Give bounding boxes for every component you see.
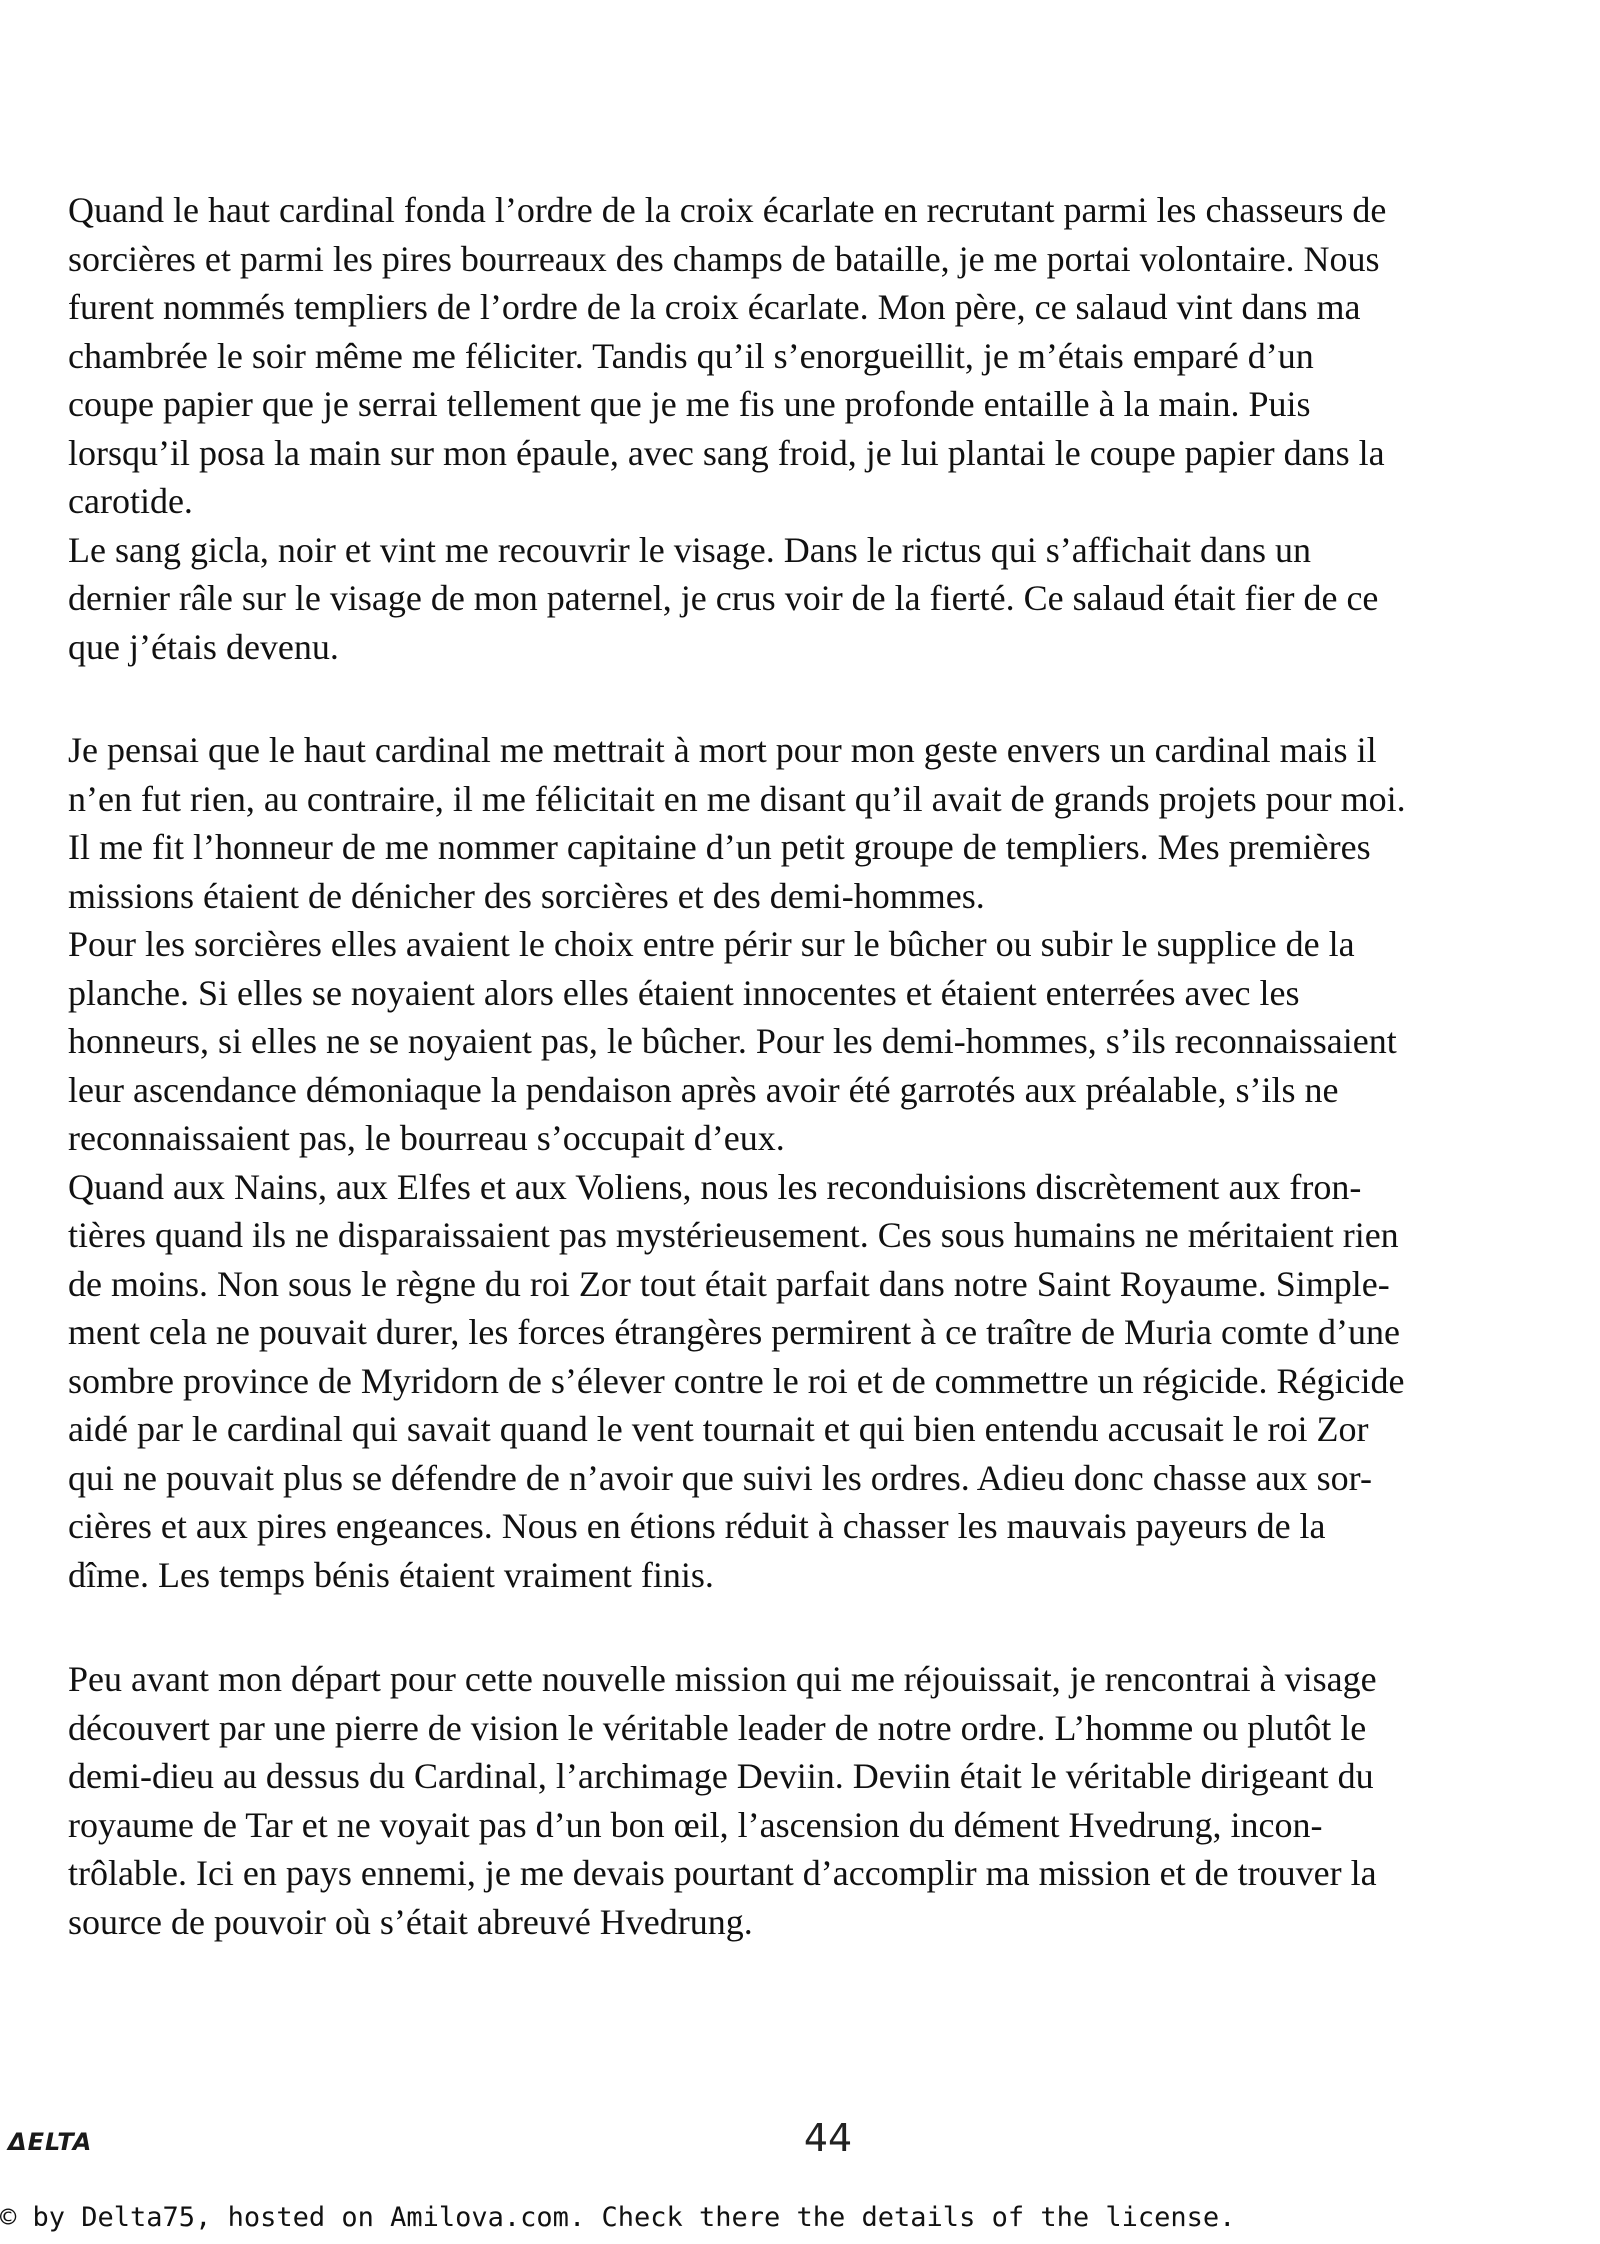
text-line: leur ascendance démoniaque la pendaison après avoir été garrotés aux préalable, s’ils ne — [68, 1069, 1339, 1110]
text-line: sorcières et parmi les pires bourreaux des champs de bataille, je me portai volontaire. Nous — [68, 238, 1380, 279]
text-line: Je pensai que le haut cardinal me mettrait à mort pour mon geste envers un cardinal mais il — [68, 730, 1377, 770]
text-line: Peu avant mon départ pour cette nouvelle mission qui me réjouissait, je rencontrai à visage — [68, 1659, 1377, 1699]
text-line: n’en fut rien, au contraire, il me félicitait en me disant qu’il avait de grands projets pour moi. — [68, 778, 1406, 819]
text-line: carotide. — [68, 481, 193, 521]
text-line: Il me fit l’honneur de me nommer capitaine d’un petit groupe de templiers. Mes premières — [68, 827, 1371, 867]
text-line: dernier râle sur le visage de mon paternel, je crus voir de la fierté. Ce salaud était fier de ce — [68, 578, 1379, 618]
text-line: Le sang gicla, noir et vint me recouvrir le visage. Dans le rictus qui s’affichait dans un — [68, 529, 1311, 570]
text-line: cières et aux pires engeances. Nous en étions réduit à chasser les mauvais payeurs de la — [68, 1506, 1326, 1546]
page-number: 44 — [803, 2116, 853, 2160]
text-line: honneurs, si elles ne se noyaient pas, le bûcher. Pour les demi-hommes, s’ils reconnaissaient — [68, 1021, 1397, 1061]
text-line: missions étaient de dénicher des sorcières et des demi-hommes. — [68, 875, 985, 916]
text-line: furent nommés templiers de l’ordre de la croix écarlate. Mon père, ce salaud vint dans ma — [68, 287, 1361, 327]
text-line: aidé par le cardinal qui savait quand le vent tournait et qui bien entendu accusait le roi Zor — [68, 1409, 1369, 1449]
paragraph-block-1 — [68, 186, 1588, 671]
text-line: royaume de Tar et ne voyait pas d’un bon œil, l’ascension du dément Hvedrung, incon- — [68, 1804, 1323, 1845]
text-line: trôlable. Ici en pays ennemi, je me devais pourtant d’accomplir ma mission et de trouver la — [68, 1853, 1377, 1893]
text-line: Quand le haut cardinal fonda l’ordre de la croix écarlate en recrutant parmi les chasseurs de — [68, 190, 1387, 230]
copyright-notice: © by Delta75, hosted on Amilova.com. Check there the details of the license. — [0, 2202, 1236, 2233]
text-line: planche. Si elles se noyaient alors elles étaient innocentes et étaient enterrées avec les — [68, 972, 1300, 1013]
delta-logo: ΔELTA — [8, 2128, 93, 2156]
text-line: dîme. Les temps bénis étaient vraiment finis. — [68, 1554, 714, 1595]
text-line: qui ne pouvait plus se défendre de n’avoir que suivi les ordres. Adieu donc chasse aux sor- — [68, 1457, 1372, 1498]
text-line: de moins. Non sous le règne du roi Zor tout était parfait dans notre Saint Royaume. Simple- — [68, 1263, 1390, 1304]
text-line: chambrée le soir même me féliciter. Tandis qu’il s’enorgueillit, je m’étais emparé d’un — [68, 335, 1314, 376]
text-line: Quand aux Nains, aux Elfes et aux Voliens, nous les reconduisions discrètement aux fron- — [68, 1166, 1362, 1207]
text-line: lorsqu’il posa la main sur mon épaule, avec sang froid, je lui plantai le coupe papier dans la — [68, 432, 1385, 473]
text-line: que j’étais devenu. — [68, 626, 339, 667]
text-line: ment cela ne pouvait durer, les forces étrangères permirent à ce traître de Muria comte d’une — [68, 1312, 1400, 1352]
text-line: tières quand ils ne disparaissaient pas mystérieusement. Ces sous humains ne méritaient rien — [68, 1215, 1399, 1255]
text-line: sombre province de Myridorn de s’élever contre le roi et de commettre un régicide. Régicide — [68, 1360, 1405, 1401]
text-line: Pour les sorcières elles avaient le choix entre périr sur le bûcher ou subir le supplice de la — [68, 924, 1355, 964]
text-line: demi-dieu au dessus du Cardinal, l’archimage Deviin. Deviin était le véritable dirigeant du — [68, 1756, 1374, 1796]
text-line: découvert par une pierre de vision le véritable leader de notre ordre. L’homme ou plutôt le — [68, 1707, 1367, 1748]
text-line: coupe papier que je serrai tellement que je me fis une profonde entaille à la main. Puis — [68, 384, 1311, 424]
paragraph-block-3 — [68, 1655, 1588, 1946]
paragraph-block-2 — [68, 726, 1588, 1599]
text-line: reconnaissaient pas, le bourreau s’occupait d’eux. — [68, 1118, 785, 1158]
text-line: source de pouvoir où s’était abreuvé Hvedrung. — [68, 1901, 753, 1942]
